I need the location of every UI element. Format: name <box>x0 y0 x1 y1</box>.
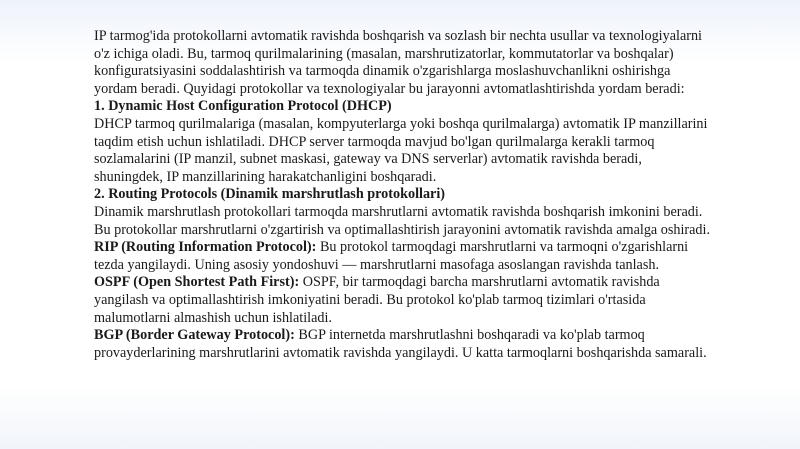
dhcp-paragraph: DHCP tarmoq qurilmalariga (masalan, kompyuterlarga yoki boshqa qurilmalarga) avtomatik IP manzillarini taqdim etish uchun ishlatiladi. DHCP server tarmoqda mavjud bo'lgan qurilmalarga kerakli tarmoq sozlamalarini (IP manzil, subnet maskasi, gateway va DNS serverlar) avtomatik ravishda beradi, shuningdek, IP manzillarining harakatchanligini boshqaradi. <box>94 115 708 185</box>
dhcp-heading: 1. Dynamic Host Configuration Protocol (DHCP) <box>94 98 392 115</box>
ospf-text: OSPF, bir tarmoqdagi barcha marshrutlarni avtomatik ravishda yangilash va optimallashtirish imkoniyatini beradi. Bu protokol ko'plab tarmoq tizimlari o'rtasida malumotlarni almashish uchun ishlatiladi. <box>94 274 660 326</box>
intro-paragraph: IP tarmog'ida protokollarni avtomatik ravishda boshqarish va sozlash bir nechta usullar va texnologiyalarni o'z ichiga oladi. Bu, tarmoq qurilmalarining (masalan, marshrutizatorlar, kommutatorlar va boshqalar) konfiguratsiyasini soddalashtirish va tarmoqda dinamik o'zgarishlarga moslashuvchanlikni oshirishga yordam beradi. Quyidagi protokollar va texnologiyalar bu jarayonni avtomatlashtirishda yordam beradi: <box>94 28 702 97</box>
ospf-term: OSPF (Open Shortest Path First): <box>94 274 300 291</box>
ospf-paragraph <box>94 274 714 327</box>
rip-term: RIP (Routing Information Protocol): <box>94 239 317 256</box>
rip-paragraph <box>94 239 714 274</box>
rip-text: Bu protokol tarmoqdagi marshrutlarni va tarmoqni o'zgarishlarni tezda yangilaydi. Uning asosiy yondoshuvi — marshrutlarni masofaga asoslangan ravishda tanlash. <box>94 239 689 273</box>
document-page <box>94 28 714 362</box>
bgp-paragraph <box>94 327 714 362</box>
routing-paragraph: Dinamik marshrutlash protokollari tarmoqda marshrutlarni avtomatik ravishda boshqarish imkonini beradi. Bu protokollar marshrutlarni o'zgartirish va optimallashtirish jarayonini avtomatik ravishda amalga oshiradi. <box>94 203 711 238</box>
routing-heading: 2. Routing Protocols (Dinamik marshrutlash protokollari) <box>94 186 446 203</box>
bgp-text: BGP internetda marshrutlashni boshqaradi va ko'plab tarmoq provaydеrlarining marshrutlarini avtomatik ravishda yangilaydi. U katta tarmoqlarni boshqarishda samarali. <box>94 327 707 361</box>
bgp-term: BGP (Border Gateway Protocol): <box>94 327 295 344</box>
